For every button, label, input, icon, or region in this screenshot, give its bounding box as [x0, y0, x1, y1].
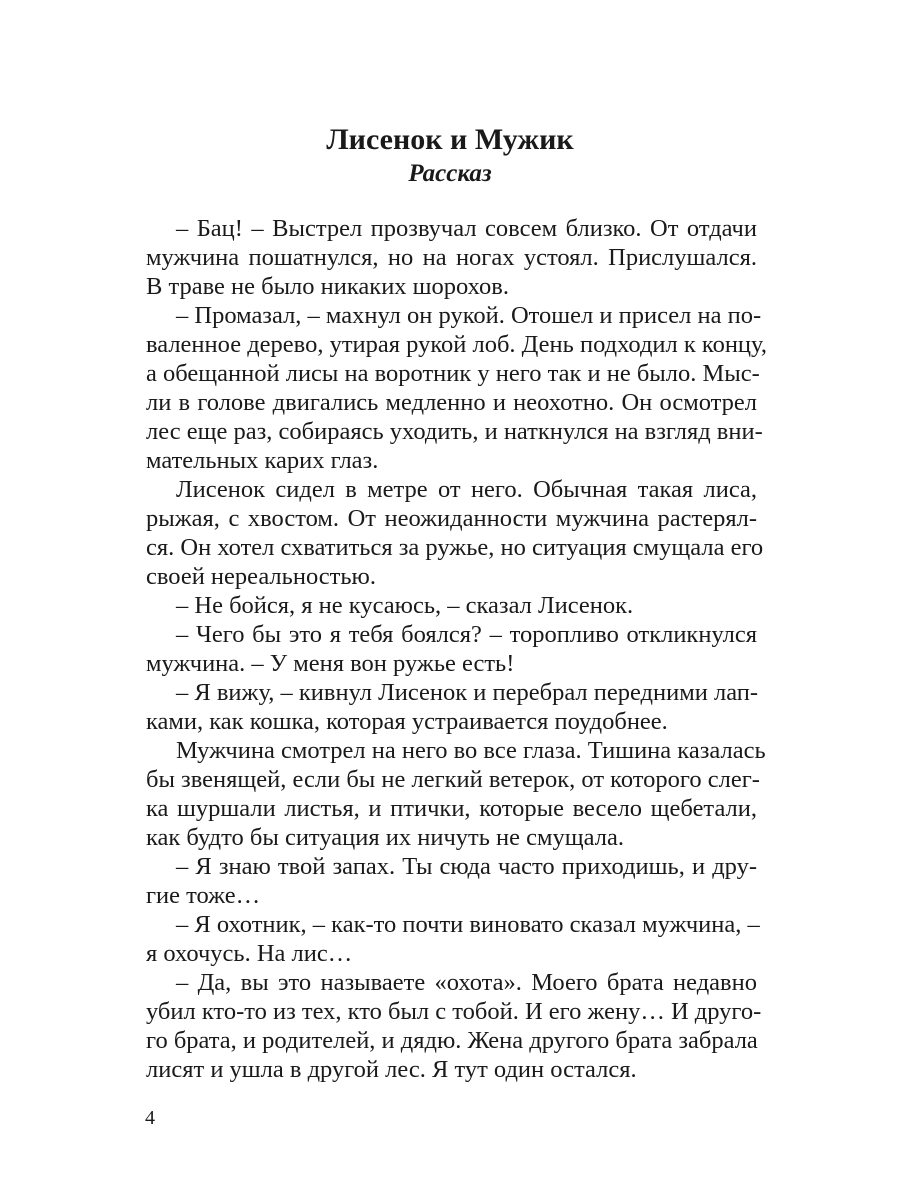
- text-line: рыжая, с хвостом. От неожиданности мужчина растерял-: [146, 505, 757, 532]
- text-line: бы звенящей, если бы не легкий ветерок, от которого слег-: [146, 766, 760, 793]
- text-line: ка шуршали листья, и птички, которые весело щебетали,: [146, 795, 757, 822]
- story-subtitle: Рассказ: [408, 160, 492, 187]
- text-line: лисят и ушла в другой лес. Я тут один остался.: [146, 1056, 637, 1083]
- text-line: – Я знаю твой запах. Ты сюда часто приходишь, и дру-: [176, 853, 757, 880]
- text-line: как будто бы ситуация их ничуть не смущала.: [146, 824, 624, 851]
- text-line: ся. Он хотел схватиться за ружье, но ситуация смущала его: [146, 534, 764, 561]
- text-line: го брата, и родителей, и дядю. Жена другого брата забрала: [146, 1027, 758, 1054]
- text-line: своей нереальностью.: [146, 563, 376, 590]
- text-line: – Я вижу, – кивнул Лисенок и перебрал передними лап-: [176, 679, 759, 706]
- text-line: валенное дерево, утирая рукой лоб. День подходил к концу,: [146, 331, 767, 358]
- text-line: Лисенок сидел в метре от него. Обычная такая лиса,: [176, 476, 757, 503]
- text-line: – Да, вы это называете «охота». Моего брата недавно: [176, 969, 757, 996]
- text-line: мужчина. – У меня вон ружье есть!: [146, 650, 515, 677]
- text-line: – Промазал, – махнул он рукой. Отошел и присел на по-: [176, 302, 762, 329]
- text-line: лес еще раз, собираясь уходить, и наткнулся на взгляд вни-: [146, 418, 763, 445]
- text-line: а обещанной лисы на воротник у него так и не было. Мыс-: [146, 360, 760, 387]
- text-line: – Не бойся, я не кусаюсь, – сказал Лисенок.: [176, 592, 634, 619]
- text-line: гие тоже…: [146, 882, 261, 909]
- text-line: мужчина пошатнулся, но на ногах устоял. Прислушался.: [146, 244, 757, 271]
- text-line: Мужчина смотрел на него во все глаза. Тишина казалась: [176, 737, 766, 764]
- text-line: ли в голове двигались медленно и неохотно. Он осмотрел: [146, 389, 757, 416]
- text-line: В траве не было никаких шорохов.: [146, 273, 509, 300]
- text-line: я охочусь. На лис…: [146, 940, 353, 967]
- text-line: – Я охотник, – как-то почти виновато сказал мужчина, –: [176, 911, 760, 938]
- story-title: Лисенок и Мужик: [326, 123, 574, 156]
- page-number: 4: [145, 1107, 155, 1129]
- text-line: мательных карих глаз.: [146, 447, 379, 474]
- text-line: ками, как кошка, которая устраивается поудобнее.: [146, 708, 668, 735]
- text-line: – Чего бы это я тебя боялся? – торопливо откликнулся: [176, 621, 757, 648]
- text-line: убил кто-то из тех, кто был с тобой. И его жену… И друго-: [146, 998, 762, 1025]
- story-body: [146, 214, 767, 1084]
- text-line: – Бац! – Выстрел прозвучал совсем близко. От отдачи: [176, 215, 757, 242]
